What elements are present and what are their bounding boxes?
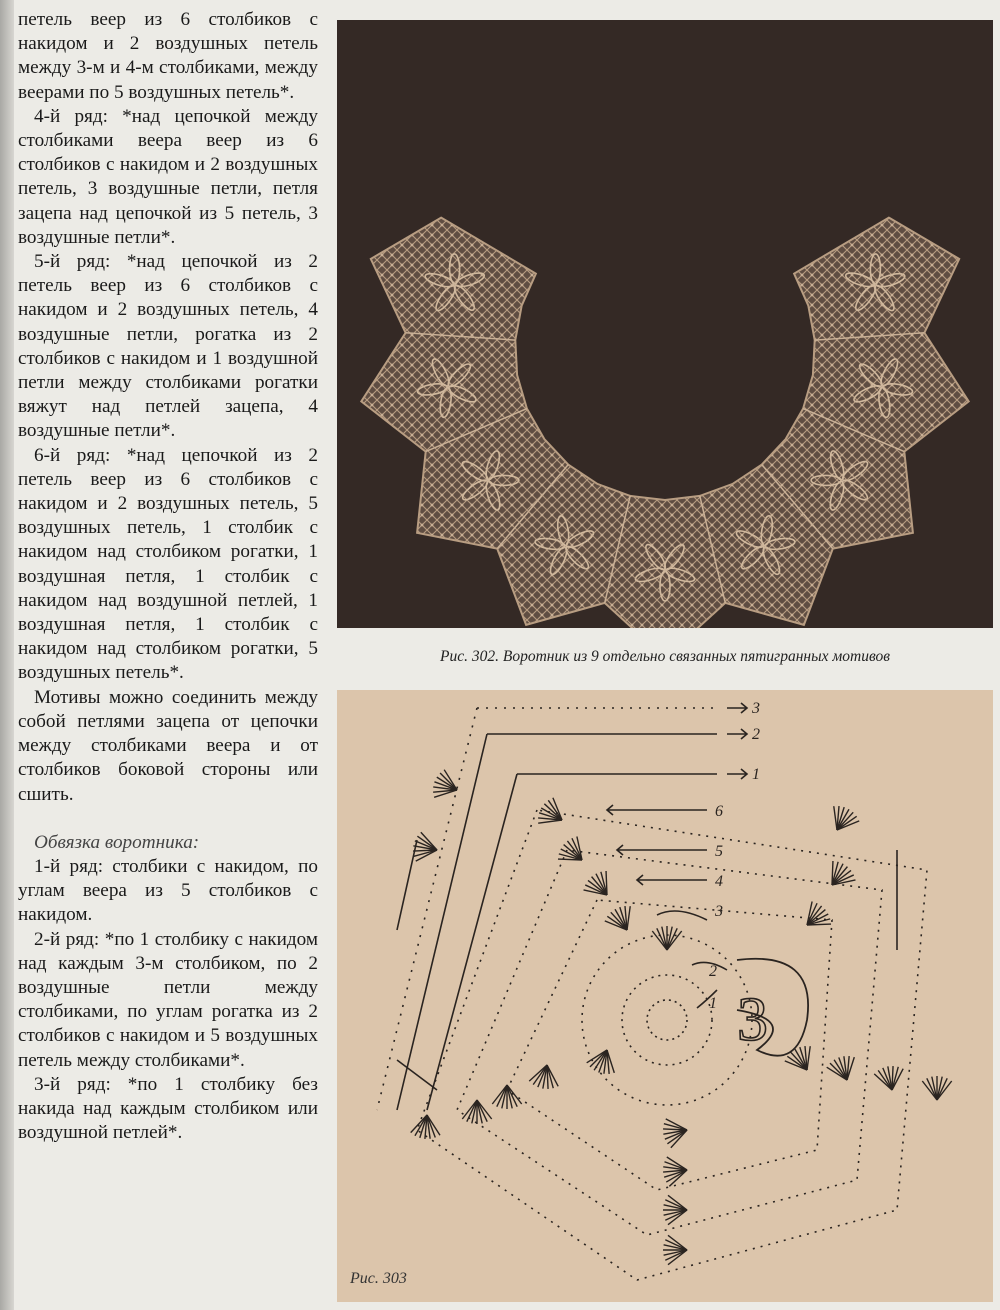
arrow-edging-3: [727, 703, 747, 713]
fan-stitch: [602, 902, 639, 937]
motif-row-2-ring: [622, 975, 712, 1065]
fan-stitch: [585, 1045, 621, 1078]
edging-label-2: 2: [752, 726, 760, 743]
fan-stitch: [798, 898, 835, 936]
diagram-lines: [377, 703, 927, 1280]
article-text-column: [18, 8, 318, 1303]
fan-stitch: [782, 1042, 819, 1077]
paragraph-row6: 6-й ряд: *над цепочкой из 2 петель веер из 6 столбиков с накидом и 2 воздушных петель, 5 воздушных петель, 1 столбик с накидом над столбиком рогатки, 1 воздушная петля, 1 столбик с накидом над воздушной петлей, 1 воздушная петля, 1 столбик с накидом над столбиком рогатки, 5 воздушных петель*.: [18, 444, 318, 684]
row-label-3: 3: [715, 903, 723, 920]
paragraph-row5: 5-й ряд: *над цепочкой из 2 петель веер из 6 столбиков с накидом и 2 воздушных петель, 4 воздушные петли, рогатка из 2 столбиков с накидом и 1 воздушной петли между столбиками рогатки вяжут над петлей зацепа, 4 воздушные петли*.: [18, 251, 318, 442]
edging-row1: 1-й ряд: столбики с накидом, по углам веера из 5 столбиков с накидом.: [18, 855, 318, 926]
row-label-2: 2: [709, 963, 717, 980]
arrow-left-side: [397, 840, 417, 930]
fan-stitches: [410, 768, 951, 1265]
page-gutter: [0, 0, 14, 1310]
fan-stitch: [528, 1062, 561, 1091]
edging-row3: 3-й ряд: *по 1 столбику без накида над каждым столбиком или воздушной петлей*.: [18, 1073, 318, 1144]
fan-stitch: [922, 1076, 951, 1100]
motif-row-3-ring: [582, 935, 752, 1105]
motif-scheme: [337, 690, 993, 1302]
figure-303-caption: Рис. 303: [350, 1270, 407, 1287]
collar-photo: [337, 20, 993, 628]
collar-illustration: [337, 20, 993, 628]
edging-left-inner: [427, 774, 517, 1110]
row-label-1: 1: [709, 995, 717, 1012]
collar-lace: [361, 218, 968, 628]
fan-stitch: [825, 1052, 861, 1085]
arrow-row-4: [637, 875, 707, 885]
motif-row-1-ring: [647, 1000, 687, 1040]
fan-stitch: [492, 1085, 521, 1109]
motif-row-5-outline: [457, 850, 882, 1235]
figure-302-caption: Рис. 302. Воротник из 9 отдельно связанных пятигранных мотивов: [440, 648, 890, 665]
paragraph-joining: Мотивы можно соединить между собой петлями зацепа от цепочки между столбиками веера и от столбиков боковой стороны или сшить.: [18, 686, 318, 805]
fan-stitch: [661, 1116, 690, 1149]
edging-label-1: 1: [752, 766, 760, 783]
paragraph-row3-end: петель веер из 6 столбиков с накидом и 2 воздушных петель между 3-м и 4-м столбиками, между веерами по 5 воздушных петель*.: [18, 9, 318, 103]
edging-row2: 2-й ряд: *по 1 столбику с накидом над каждым 3-м столбиком, по 2 воздушные петли между столбиками, по углам рогатка из 2 столбиков с накидом и 5 воздушных петель между столбиками*.: [18, 928, 318, 1071]
fan-stitch: [462, 1100, 491, 1124]
paragraph-row4: 4-й ряд: *над цепочкой между столбиками веера веер из 6 столбиков с накидом и 2 воздушных петель, 3 воздушные петли, петля зацепа над цепочкой из 5 петель, 3 воздушные петли*.: [18, 105, 318, 248]
edging-left-outer: [377, 708, 477, 1110]
fan-stitch: [663, 1195, 687, 1224]
arrow-row-3: [657, 911, 707, 920]
arrow-row-6: [607, 805, 707, 815]
fan-stitch: [652, 926, 681, 950]
fan-stitch: [663, 1235, 687, 1264]
row-label-6: 6: [715, 803, 723, 820]
fan-stitch: [580, 867, 618, 904]
edging-heading: Обвязка воротника:: [34, 831, 200, 853]
fan-stitch: [429, 768, 462, 804]
edging-label-3: 3: [752, 700, 760, 717]
arrow-edging-1: [727, 769, 747, 779]
fan-stitch: [662, 1155, 688, 1186]
center-three-mark: 3: [737, 986, 768, 1054]
fan-stitch: [821, 857, 859, 894]
arrow-row-5: [617, 845, 707, 855]
row-label-4: 4: [715, 873, 723, 890]
fan-stitch: [824, 802, 861, 837]
crochet-diagram: [337, 690, 993, 1302]
row-label-5: 5: [715, 843, 723, 860]
arrow-edging-2: [727, 729, 747, 739]
fan-stitch: [873, 1064, 906, 1093]
